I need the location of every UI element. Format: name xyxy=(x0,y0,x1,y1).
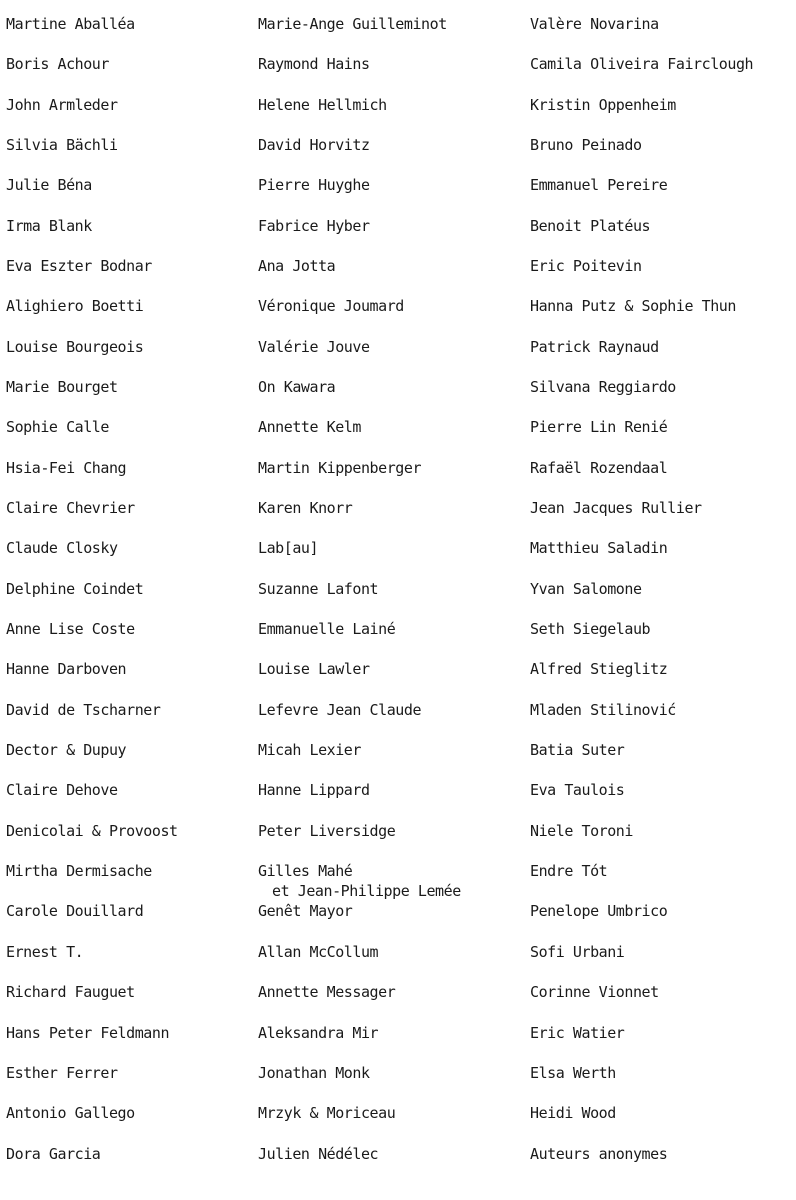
artist-name xyxy=(530,54,753,74)
artist-name-text: Irma Blank xyxy=(6,216,92,235)
artist-name xyxy=(6,337,143,357)
artist-name xyxy=(6,175,92,195)
artist-name xyxy=(6,296,143,316)
artist-name-text: Batia Suter xyxy=(530,741,625,760)
artist-name-text: John Armleder xyxy=(6,95,118,114)
artist-name-text: Eric Watier xyxy=(530,1023,625,1042)
artist-name xyxy=(258,861,461,901)
artist-name-text: Suzanne Lafont xyxy=(258,579,379,598)
artist-name xyxy=(6,538,118,558)
artist-name-text: Genêt Mayor xyxy=(258,902,353,921)
artist-name xyxy=(258,14,447,34)
artist-name xyxy=(258,458,421,478)
artist-name-text: Dora Garcia xyxy=(6,1144,101,1163)
artist-name-text: Dector & Dupuy xyxy=(6,741,127,760)
artist-name-text: Pierre Lin Renié xyxy=(530,418,668,437)
artist-name xyxy=(530,619,650,639)
artist-name xyxy=(530,256,642,276)
artist-name-text: Fabrice Hyber xyxy=(258,216,370,235)
artist-name xyxy=(530,740,624,760)
artist-name-text: Sofi Urbani xyxy=(530,942,625,961)
artist-name-text: Eva Eszter Bodnar xyxy=(6,257,152,276)
artist-name-text: Claire Chevrier xyxy=(6,499,135,518)
artist-name xyxy=(530,1144,667,1164)
artist-name-text: Allan McCollum xyxy=(258,942,379,961)
artist-name xyxy=(258,1103,395,1123)
artist-name xyxy=(258,579,378,599)
artist-name-text: Valérie Jouve xyxy=(258,337,370,356)
artist-name-text: Niele Toroni xyxy=(530,821,633,840)
artist-name-text: Bruno Peinado xyxy=(530,136,642,155)
artist-name xyxy=(258,538,318,558)
artist-name xyxy=(258,821,395,841)
artist-name-text: Louise Bourgeois xyxy=(6,337,144,356)
artist-name-text: Véronique Joumard xyxy=(258,297,404,316)
artist-name xyxy=(258,1023,378,1043)
artist-name-text: Mrzyk & Moriceau xyxy=(258,1104,396,1123)
artist-name-text: Claire Dehove xyxy=(6,781,118,800)
artist-name xyxy=(6,901,143,921)
artist-name xyxy=(6,740,126,760)
artist-name-text: Hsia-Fei Chang xyxy=(6,458,127,477)
artist-name-text: Peter Liversidge xyxy=(258,821,396,840)
artist-name xyxy=(258,659,370,679)
artist-name xyxy=(258,780,370,800)
artist-name-text: Benoit Platéus xyxy=(530,216,651,235)
artist-name xyxy=(6,579,143,599)
artist-name xyxy=(530,901,667,921)
artist-name-text: Annette Messager xyxy=(258,983,396,1002)
artist-name-text: Raymond Hains xyxy=(258,55,370,74)
artist-name-text: Eric Poitevin xyxy=(530,257,642,276)
artist-name xyxy=(530,538,667,558)
artist-name xyxy=(6,14,135,34)
artist-name-text: Ana Jotta xyxy=(258,257,336,276)
artist-name xyxy=(6,821,178,841)
artist-name-text: Lefevre Jean Claude xyxy=(258,700,422,719)
artist-name-text: Delphine Coindet xyxy=(6,579,144,598)
artist-name xyxy=(530,296,736,316)
artist-name-text: Lab[au] xyxy=(258,539,319,558)
artist-name xyxy=(530,700,676,720)
artist-name-text: Patrick Raynaud xyxy=(530,337,659,356)
artist-name-text: Julie Béna xyxy=(6,176,92,195)
artist-name-text: Annette Kelm xyxy=(258,418,361,437)
artist-name-text: Gilles Mahé xyxy=(258,862,353,881)
artist-name-text: Marie-Ange Guilleminot xyxy=(258,15,447,33)
artist-name-text: Jonathan Monk xyxy=(258,1063,370,1082)
artist-name-text: Matthieu Saladin xyxy=(530,539,668,558)
artist-name xyxy=(6,256,152,276)
artist-name xyxy=(530,216,650,236)
artist-name xyxy=(6,982,135,1002)
artist-name xyxy=(6,1103,135,1123)
artist-name xyxy=(258,377,335,397)
artist-name-continuation: et Jean-Philippe Lemée xyxy=(272,882,461,901)
artist-name-text: Elsa Werth xyxy=(530,1063,616,1082)
artist-name-text: David de Tscharner xyxy=(6,700,161,719)
artist-name xyxy=(530,982,659,1002)
artist-name xyxy=(258,216,370,236)
artist-name xyxy=(6,1144,100,1164)
artist-name xyxy=(6,498,135,518)
artist-name xyxy=(6,861,152,881)
artist-name xyxy=(258,619,395,639)
artist-name xyxy=(6,95,118,115)
artist-name xyxy=(6,1063,118,1083)
artist-name xyxy=(258,95,387,115)
artist-name-text: Kristin Oppenheim xyxy=(530,95,676,114)
artist-name xyxy=(530,337,659,357)
artist-name xyxy=(530,417,667,437)
artist-name-text: Mladen Stilinović xyxy=(530,700,676,719)
artist-name-text: Alighiero Boetti xyxy=(6,297,144,316)
artist-name xyxy=(530,377,676,397)
artist-name-text: Hanne Darboven xyxy=(6,660,127,679)
artist-name xyxy=(6,780,118,800)
artist-name-text: Louise Lawler xyxy=(258,660,370,679)
artist-name xyxy=(530,1103,616,1123)
artist-name-text: Antonio Gallego xyxy=(6,1104,135,1123)
artist-name-text: Emmanuelle Lainé xyxy=(258,620,396,639)
artist-name-text: Richard Fauguet xyxy=(6,983,135,1002)
artist-name-text: Anne Lise Coste xyxy=(6,620,135,639)
artist-name xyxy=(6,659,126,679)
artist-name xyxy=(530,14,659,34)
artist-name-text: Hans Peter Feldmann xyxy=(6,1023,170,1042)
artist-name xyxy=(258,175,370,195)
artist-name-text: Ernest T. xyxy=(6,942,84,961)
artist-name xyxy=(258,498,352,518)
artist-name-text: Camila Oliveira Fairclough xyxy=(530,55,754,74)
artist-name xyxy=(6,54,109,74)
artist-name-text: Heidi Wood xyxy=(530,1104,616,1123)
artist-name xyxy=(6,619,135,639)
artist-name xyxy=(258,1144,378,1164)
artist-name-text: Julien Nédélec xyxy=(258,1144,379,1163)
artist-name xyxy=(6,700,160,720)
artist-name xyxy=(530,579,642,599)
artist-name xyxy=(258,740,361,760)
artist-name-text: Alfred Stieglitz xyxy=(530,660,668,679)
artist-name xyxy=(530,780,624,800)
artist-name xyxy=(6,377,118,397)
artist-name xyxy=(258,417,361,437)
artist-name-text: Yvan Salomone xyxy=(530,579,642,598)
artist-name xyxy=(530,942,624,962)
artist-name-text: Seth Siegelaub xyxy=(530,620,651,639)
artist-name-text: Silvana Reggiardo xyxy=(530,378,676,397)
artist-name-text: Valère Novarina xyxy=(530,15,659,33)
artist-name xyxy=(530,1023,624,1043)
artist-name xyxy=(258,982,395,1002)
artist-name xyxy=(6,1023,169,1043)
artist-name xyxy=(6,216,92,236)
artist-name-text: Boris Achour xyxy=(6,55,109,74)
artist-name-text: Denicolai & Provoost xyxy=(6,821,178,840)
artist-name-text: Sophie Calle xyxy=(6,418,109,437)
artist-name xyxy=(530,175,667,195)
artist-name-text: Aleksandra Mir xyxy=(258,1023,379,1042)
artist-name xyxy=(6,135,118,155)
artist-name-text: Eva Taulois xyxy=(530,781,625,800)
artist-name xyxy=(530,861,607,881)
artist-name xyxy=(6,417,109,437)
artist-name-text: Carole Douillard xyxy=(6,902,144,921)
artist-name xyxy=(258,700,421,720)
artist-name-text: Martin Kippenberger xyxy=(258,458,422,477)
artist-name xyxy=(530,1063,616,1083)
artist-name xyxy=(258,135,370,155)
artist-name xyxy=(258,256,335,276)
artist-name xyxy=(6,942,83,962)
artist-name-text: Rafaël Rozendaal xyxy=(530,458,668,477)
artist-name-text: Marie Bourget xyxy=(6,378,118,397)
artist-name-text: Silvia Bächli xyxy=(6,136,118,155)
artist-name-text: Hanne Lippard xyxy=(258,781,370,800)
artist-name-text: Jean Jacques Rullier xyxy=(530,499,702,518)
artist-name-text: Claude Closky xyxy=(6,539,118,558)
artist-name-text: Helene Hellmich xyxy=(258,95,387,114)
artist-name-text: Auteurs anonymes xyxy=(530,1144,668,1163)
artist-name xyxy=(530,498,702,518)
artist-name-text: Karen Knorr xyxy=(258,499,353,518)
artist-name xyxy=(530,458,667,478)
artist-name-text: Martine Aballéa xyxy=(6,15,135,33)
artist-name xyxy=(258,337,370,357)
artist-name xyxy=(258,296,404,316)
artist-name-text: Pierre Huyghe xyxy=(258,176,370,195)
artist-name-text: David Horvitz xyxy=(258,136,370,155)
artist-name-text: Micah Lexier xyxy=(258,741,361,760)
artist-name xyxy=(6,458,126,478)
artist-name xyxy=(258,54,370,74)
artist-name-text: Esther Ferrer xyxy=(6,1063,118,1082)
artist-name xyxy=(530,659,667,679)
artist-name xyxy=(530,135,642,155)
artist-name-text: Corinne Vionnet xyxy=(530,983,659,1002)
artist-name xyxy=(258,901,352,921)
artist-name xyxy=(258,1063,370,1083)
artist-name-text: Hanna Putz & Sophie Thun xyxy=(530,297,736,316)
artist-name-text: On Kawara xyxy=(258,378,336,397)
artist-name xyxy=(530,821,633,841)
artist-name xyxy=(258,942,378,962)
artist-name-text: Mirtha Dermisache xyxy=(6,862,152,881)
artist-name-text: Emmanuel Pereire xyxy=(530,176,668,195)
artist-name-text: Endre Tót xyxy=(530,862,608,881)
artist-name-text: Penelope Umbrico xyxy=(530,902,668,921)
artist-name xyxy=(530,95,676,115)
